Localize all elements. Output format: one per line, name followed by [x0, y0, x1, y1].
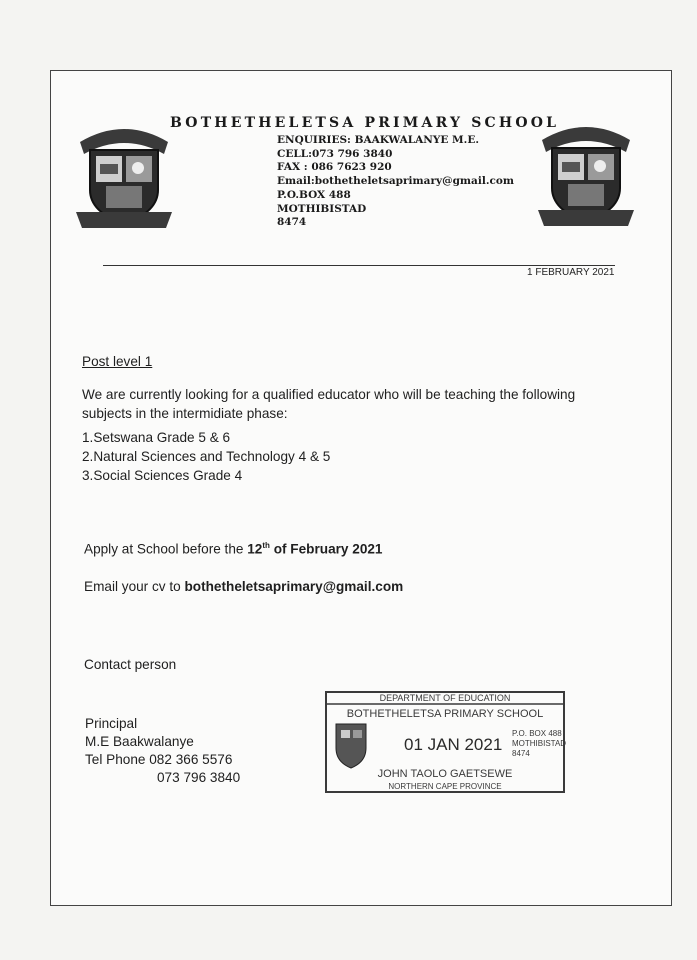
email-prefix: Email your cv to: [84, 579, 185, 594]
contact-block: [277, 134, 514, 230]
town: MOTHIBISTAD: [277, 202, 367, 215]
tel-phone-2: 073 796 3840: [157, 770, 241, 785]
intro-line-1: We are currently looking for a qualified educator who will be teaching the following: [82, 387, 576, 402]
principal-name: M.E Baakwalanye: [85, 734, 194, 749]
stamp-po-box: P.O. BOX 488: [512, 729, 562, 738]
po-box: P.O.BOX 488: [277, 188, 351, 201]
apply-day: 12: [247, 541, 263, 557]
list-item: 2.Natural Sciences and Technology 4 & 5: [82, 449, 331, 464]
stamp-town: MOTHIBISTAD: [512, 739, 567, 748]
principal-title: Principal: [85, 716, 138, 731]
signature-block: [85, 715, 240, 787]
apply-suffix: of February 2021: [269, 541, 383, 557]
list-item: 1.Setswana Grade 5 & 6: [82, 430, 231, 445]
intro-paragraph: [82, 385, 575, 423]
fax-number: FAX : 086 7623 920: [277, 161, 392, 174]
post-level-heading: Post level 1: [82, 354, 153, 369]
header-email: Email:bothetheletsaprimary@gmail.com: [277, 175, 514, 188]
tel-phone: Tel Phone 082 366 5576: [85, 752, 233, 767]
stamp-department: DEPARTMENT OF EDUCATION: [379, 693, 511, 703]
school-crest-logo-left: [72, 120, 176, 236]
stamp-district: JOHN TAOLO GAETSEWE: [377, 768, 513, 780]
contact-person-label: Contact person: [84, 657, 177, 672]
list-item: 3.Social Sciences Grade 4: [82, 468, 243, 483]
stamp-date: 01 JAN 2021: [404, 735, 503, 754]
apply-sup: th: [262, 541, 270, 550]
apply-deadline: [84, 541, 383, 557]
email-address: bothetheletsaprimary@gmail.com: [184, 579, 404, 594]
enquiries: ENQUIRIES: BAAKWALANYE M.E.: [277, 134, 479, 146]
subject-list: [82, 428, 330, 485]
school-name: BOTHETHELETSA PRIMARY SCHOOL: [170, 115, 560, 131]
official-stamp: [322, 686, 569, 798]
stamp-province: NORTHERN CAPE PROVINCE: [388, 782, 502, 791]
cell-number: CELL:073 796 3840: [277, 147, 393, 160]
header-divider: [103, 265, 615, 266]
letter-date: 1 FEBRUARY 2021: [527, 267, 615, 278]
stamp-school: BOTHETHELETSA PRIMARY SCHOOL: [346, 708, 544, 720]
intro-line-2: subjects in the intermidiate phase:: [82, 406, 288, 421]
school-crest-logo-right: [534, 118, 638, 234]
stamp-code: 8474: [512, 749, 530, 758]
email-instruction: [84, 579, 403, 594]
postal-code: 8474: [277, 216, 307, 229]
apply-prefix: Apply at School before the: [84, 541, 248, 557]
